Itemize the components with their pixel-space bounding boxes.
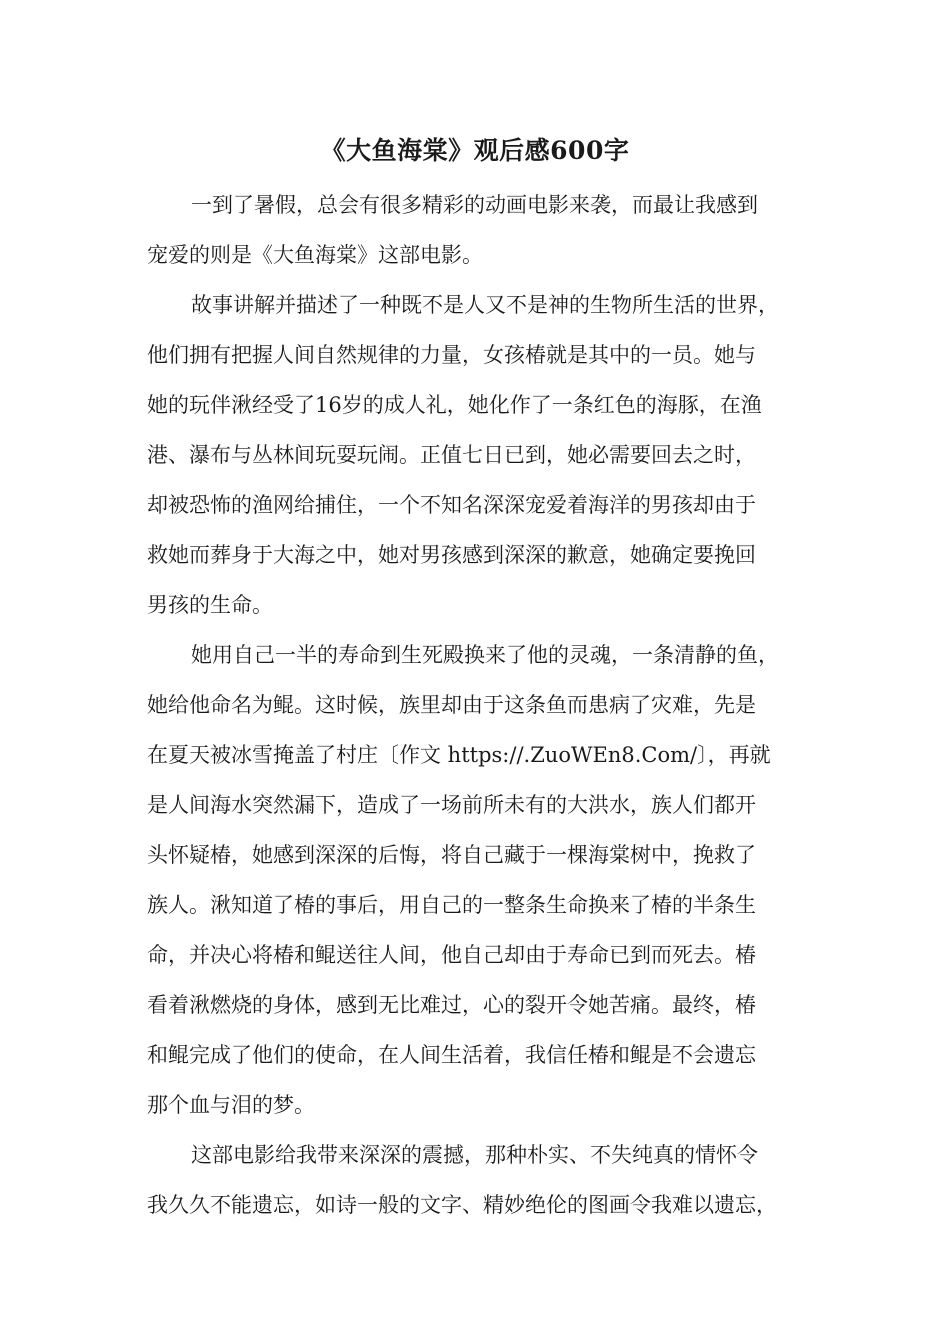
paragraph-line: 看着湫燃烧的身体，感到无比难过，心的裂开令她苦痛。最终，椿 (147, 993, 756, 1017)
paragraph-line: 男孩的生命。 (147, 593, 273, 617)
paragraph-line: 在夏天被冰雪掩盖了村庄〔作文 https://.ZuoWEn8.Com/〕，再就 (147, 743, 771, 767)
paragraph-line: 我久久不能遗忘，如诗一般的文字、精妙绝伦的图画令我难以遗忘， (147, 1193, 777, 1217)
document-body (147, 180, 813, 1230)
paragraph-line: 是人间海水突然漏下，造成了一场前所未有的大洪水，族人们都开 (147, 793, 756, 817)
paragraph-line: 故事讲解并描述了一种既不是人又不是神的生物所生活的世界， (191, 293, 779, 317)
document-title: 《大鱼海棠》观后感600字 (320, 136, 630, 165)
paragraph-line: 救她而葬身于大海之中，她对男孩感到深深的歉意，她确定要挽回 (147, 543, 756, 567)
paragraph-line: 族人。湫知道了椿的事后，用自己的一整条生命换来了椿的半条生 (147, 893, 756, 917)
paragraph-line: 这部电影给我带来深深的震撼，那种朴实、不失纯真的情怀令 (191, 1143, 758, 1167)
paragraph-line: 却被恐怖的渔网给捕住，一个不知名深深宠爱着海洋的男孩却由于 (147, 493, 756, 517)
paragraph (147, 280, 813, 630)
paragraph-line: 她用自己一半的寿命到生死殿换来了他的灵魂，一条清静的鱼， (191, 643, 779, 667)
paragraph (147, 1130, 813, 1230)
paragraph-line: 命，并决心将椿和鲲送往人间，他自己却由于寿命已到而死去。椿 (147, 943, 756, 967)
paragraph-line: 她的玩伴湫经受了16岁的成人礼，她化作了一条红色的海豚，在渔 (147, 393, 762, 417)
paragraph (147, 630, 813, 1130)
paragraph-line: 她给他命名为鲲。这时候，族里却由于这条鱼而患病了灾难，先是 (147, 693, 756, 717)
paragraph-line: 那个血与泪的梦。 (147, 1093, 315, 1117)
paragraph-line: 他们拥有把握人间自然规律的力量，女孩椿就是其中的一员。她与 (147, 343, 756, 367)
paragraph-line: 一到了暑假，总会有很多精彩的动画电影来袭，而最让我感到 (191, 193, 758, 217)
paragraph (147, 180, 813, 280)
paragraph-line: 和鲲完成了他们的使命，在人间生活着，我信任椿和鲲是不会遗忘 (147, 1043, 756, 1067)
paragraph-line: 头怀疑椿，她感到深深的后悔，将自己藏于一棵海棠树中，挽救了 (147, 843, 756, 867)
paragraph-line: 港、瀑布与丛林间玩耍玩闹。正值七日已到，她必需要回去之时， (147, 443, 756, 467)
paragraph-line: 宠爱的则是《大鱼海棠》这部电影。 (147, 243, 483, 267)
